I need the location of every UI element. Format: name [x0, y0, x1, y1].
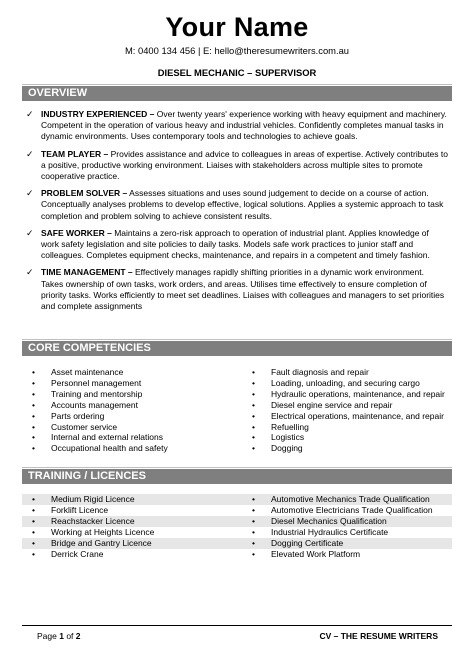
list-item: [26, 549, 241, 560]
list-item: [246, 538, 456, 549]
competencies-left-column: [26, 367, 241, 454]
list-item: [26, 538, 241, 549]
section-divider: [22, 339, 452, 340]
bullet-icon: •: [252, 367, 255, 377]
bullet-icon: •: [32, 548, 35, 559]
job-title: DIESEL MECHANIC – SUPERVISOR: [157, 67, 317, 78]
bullet-icon: •: [252, 377, 255, 388]
list-item-text: Automotive Mechanics Trade Qualification: [271, 494, 430, 504]
list-item: [246, 422, 456, 433]
bullet-icon: •: [32, 399, 35, 410]
list-item-text: Personnel management: [51, 377, 142, 388]
overview-item-title: TIME MANAGEMENT –: [41, 267, 133, 278]
list-item: [246, 378, 456, 389]
bullet-icon: •: [32, 504, 35, 515]
list-item-text: Customer service: [51, 421, 118, 432]
list-item: [26, 389, 241, 400]
list-item: [246, 443, 456, 454]
list-item: [26, 494, 241, 505]
candidate-name: Your Name: [165, 12, 309, 42]
page-number: Page 1 of 2: [37, 631, 81, 641]
list-item-text: Industrial Hydraulics Certificate: [271, 526, 389, 537]
bullet-icon: •: [32, 537, 35, 548]
bullet-icon: •: [32, 367, 35, 377]
bullet-icon: •: [32, 494, 35, 504]
list-item: [246, 494, 456, 505]
checkmark-icon: ✓: [26, 267, 34, 278]
list-item-text: Training and mentorship: [51, 388, 143, 399]
list-item: [26, 400, 241, 411]
training-left-column: [26, 494, 241, 559]
list-item-text: Dogging Certificate: [271, 537, 344, 548]
bullet-icon: •: [32, 515, 35, 526]
bullet-icon: •: [252, 410, 255, 421]
bullet-icon: •: [32, 421, 35, 432]
bullet-icon: •: [252, 494, 255, 504]
list-item-text: Derrick Crane: [51, 548, 104, 559]
list-item: [26, 411, 241, 422]
section-heading-core-competencies: CORE COMPETENCIES: [22, 341, 452, 356]
list-item: [26, 432, 241, 443]
list-item: [246, 389, 456, 400]
list-item: [246, 400, 456, 411]
list-item-text: Forklift Licence: [51, 504, 109, 515]
list-item-text: Hydraulic operations, maintenance, and repair: [271, 388, 445, 399]
checkmark-icon: ✓: [26, 109, 34, 119]
bullet-icon: •: [32, 526, 35, 537]
list-item: [246, 516, 456, 527]
bullet-icon: •: [252, 515, 255, 526]
overview-item-title: PROBLEM SOLVER –: [41, 188, 128, 199]
list-item-text: Fault diagnosis and repair: [271, 367, 369, 377]
list-item-text: Accounts management: [51, 399, 138, 410]
overview-item-text: Effectively manages rapidly shifting priorities in a dynamic work environment. Takes ownership of own tasks, work orders, and areas. Utilises time effectively to ensure completion of priority tasks. Works efficiently to meet set deadlines. Liaises with colleagues and managers to set priorities and complete assignments: [41, 267, 445, 312]
list-item-text: Refuelling: [271, 421, 309, 432]
list-item: [246, 527, 456, 538]
bullet-icon: •: [252, 432, 255, 443]
bullet-icon: •: [32, 377, 35, 388]
overview-item: [26, 109, 448, 143]
list-item-text: Electrical operations, maintenance, and repair: [271, 410, 444, 421]
bullet-icon: •: [252, 421, 255, 432]
list-item: [26, 516, 241, 527]
bullet-icon: •: [252, 548, 255, 559]
bullet-icon: •: [32, 410, 35, 421]
overview-item: [26, 188, 448, 222]
section-divider: [22, 467, 452, 468]
list-item-text: Asset maintenance: [51, 367, 124, 377]
list-item: [26, 367, 241, 378]
list-item: [26, 527, 241, 538]
overview-item-title: TEAM PLAYER –: [41, 148, 109, 159]
list-item-text: Working at Heights Licence: [51, 526, 155, 537]
list-item: [246, 549, 456, 560]
overview-item-title: SAFE WORKER –: [41, 227, 112, 238]
list-item-text: Occupational health and safety: [51, 443, 168, 454]
list-item-text: Logistics: [271, 432, 305, 443]
section-heading-overview: OVERVIEW: [22, 86, 452, 101]
list-item-text: Bridge and Gantry Licence: [51, 537, 152, 548]
bullet-icon: •: [252, 399, 255, 410]
bullet-icon: •: [32, 443, 35, 454]
overview-item-text: Maintains a zero-risk approach to operation of industrial plant. Applies knowledge of work safety legislation and site policies to daily tasks. Models safe work practices to junior staff and colleagues. Completes equipment checks, maintenance, and repairs in a competent and timely fashion.: [41, 227, 430, 261]
list-item-text: Diesel Mechanics Qualification: [271, 515, 387, 526]
list-item: [246, 505, 456, 516]
list-item-text: Elevated Work Platform: [271, 548, 361, 559]
list-item-text: Dogging: [271, 443, 303, 454]
overview-list: [26, 109, 448, 318]
bullet-icon: •: [252, 537, 255, 548]
list-item-text: Parts ordering: [51, 410, 105, 421]
bullet-icon: •: [32, 388, 35, 399]
list-item: [246, 432, 456, 443]
bullet-icon: •: [252, 504, 255, 515]
overview-item: [26, 267, 448, 312]
list-item-text: Reachstacker Licence: [51, 515, 135, 526]
bullet-icon: •: [32, 432, 35, 443]
section-heading-training-licences: TRAINING / LICENCES: [22, 469, 452, 484]
list-item-text: Automotive Electricians Trade Qualification: [271, 504, 433, 515]
checkmark-icon: ✓: [26, 227, 34, 238]
footer-brand: CV – THE RESUME WRITERS: [319, 631, 438, 641]
list-item-text: Loading, unloading, and securing cargo: [271, 377, 420, 388]
checkmark-icon: ✓: [26, 148, 34, 159]
list-item: [26, 505, 241, 516]
list-item: [26, 422, 241, 433]
bullet-icon: •: [252, 526, 255, 537]
section-divider: [22, 84, 452, 85]
list-item: [246, 367, 456, 378]
overview-item-text: Over twenty years' experience working with heavy equipment and machinery. Competent in the operation of various heavy and industrial vehicles. Confidently completes manual tasks in dynamic environments. Uses contemporary tools and technologies to achieve goals.: [41, 109, 447, 142]
training-right-column: [246, 494, 456, 559]
overview-item-text: Provides assistance and advice to colleagues in areas of expertise. Actively contributes to a positive, productive working environment. Liaises with stakeholders across multiple sites to promote cooperative practice.: [41, 148, 448, 182]
footer-divider: [22, 625, 452, 626]
competencies-right-column: [246, 367, 456, 454]
checkmark-icon: ✓: [26, 188, 34, 199]
list-item-text: Medium Rigid Licence: [51, 494, 135, 504]
bullet-icon: •: [252, 388, 255, 399]
overview-item-title: INDUSTRY EXPERIENCED –: [41, 109, 155, 119]
overview-item: [26, 228, 448, 262]
list-item-text: Diesel engine service and repair: [271, 399, 393, 410]
overview-item: [26, 149, 448, 183]
contact-details: M: 0400 134 456 | E: hello@theresumewriters.com.au: [124, 45, 350, 56]
list-item-text: Internal and external relations: [51, 432, 163, 443]
bullet-icon: •: [252, 443, 255, 454]
overview-item-text: Assesses situations and uses sound judgement to decide on a course of action. Conceptually analyses problems to develop effective, logical solutions. Applies a systemic approach to task completion and problem solving to achieve consistent results.: [41, 188, 444, 221]
list-item: [26, 443, 241, 454]
list-item: [246, 411, 456, 422]
list-item: [26, 378, 241, 389]
